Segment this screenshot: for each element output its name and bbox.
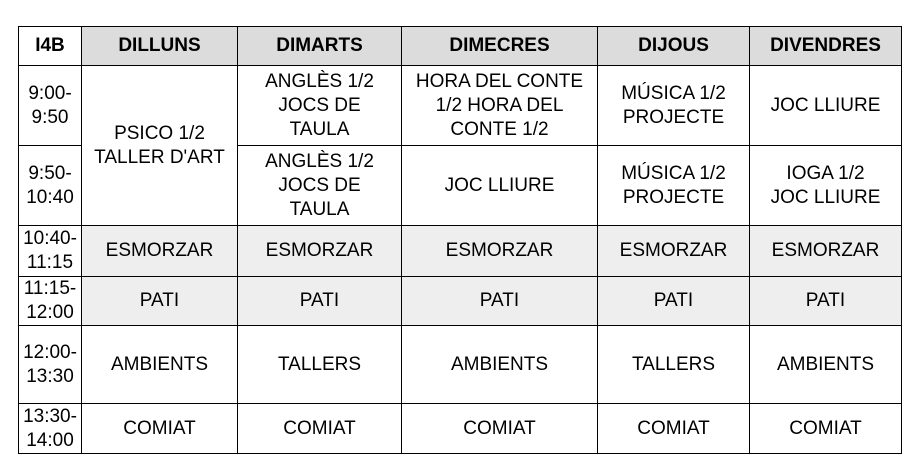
schedule-cell: PATI [402,277,598,326]
schedule-cell: AMBIENTS [750,326,902,404]
activity-line: ANGLÈS 1/2 [265,70,374,92]
time-start: 9:00- [28,82,72,104]
day-header-dimarts: DIMARTS [238,27,402,66]
time-end: 13:30 [26,365,74,387]
activity-line: TAULA [289,198,350,220]
class-label: I4B [19,27,82,66]
schedule-cell: COMIAT [238,404,402,454]
day-header-dijous: DIJOUS [598,27,750,66]
schedule-cell: PATI [750,277,902,326]
activity-line: IOGA 1/2 [786,162,865,184]
day-header-dimecres: DIMECRES [402,27,598,66]
schedule-cell [238,66,402,146]
schedule-cell [402,66,598,146]
table-row [19,277,902,326]
time-start: 13:30- [23,405,77,427]
time-end: 12:00 [26,302,74,323]
activity-line: JOC LLIURE [770,186,881,208]
activity-line: 1/2 HORA DEL [435,94,564,116]
schedule-cell [750,146,902,226]
time-slot [19,146,82,226]
time-start: 11:15- [23,278,77,299]
time-end: 11:15 [26,252,74,273]
activity-line: JOC LLIURE [770,94,881,116]
time-slot [19,226,82,277]
activity-line: TAULA [289,118,350,140]
activity-line: MÚSICA 1/2 [621,162,726,184]
schedule-cell: COMIAT [750,404,902,454]
time-start: 12:00- [23,341,77,363]
activity-line: JOCS DE [278,94,361,116]
schedule-cell: ESMORZAR [402,226,598,277]
schedule-cell: ESMORZAR [598,226,750,277]
activity-line: JOCS DE [278,174,361,196]
schedule-cell: TALLERS [238,326,402,404]
activity-line: TALLER D'ART [94,146,225,168]
schedule-cell: PATI [598,277,750,326]
schedule-cell: TALLERS [598,326,750,404]
time-end: 10:40 [26,186,74,208]
schedule-cell: COMIAT [82,404,238,454]
schedule-cell: AMBIENTS [82,326,238,404]
time-slot [19,404,82,454]
schedule-cell: PATI [82,277,238,326]
schedule-cell: COMIAT [598,404,750,454]
schedule-cell [598,146,750,226]
time-start: 10:40- [23,228,77,249]
activity-line: JOC LLIURE [444,174,555,196]
header-row [19,27,902,66]
schedule-cell: ESMORZAR [238,226,402,277]
schedule-cell [238,146,402,226]
table-row [19,66,902,146]
schedule-cell: ESMORZAR [82,226,238,277]
activity-line: MÚSICA 1/2 [621,82,726,104]
schedule-cell: PATI [238,277,402,326]
schedule-cell: ESMORZAR [750,226,902,277]
schedule-cell [598,66,750,146]
activity-line: PROJECTE [622,106,725,128]
activity-line: CONTE 1/2 [450,118,549,140]
schedule-cell: COMIAT [402,404,598,454]
table-row [19,226,902,277]
time-end: 9:50 [31,106,69,128]
time-slot [19,326,82,404]
activity-line: PSICO 1/2 [114,122,205,144]
time-slot [19,277,82,326]
activity-line: ANGLÈS 1/2 [265,150,374,172]
schedule-cell [750,66,902,146]
table-row [19,326,902,404]
activity-line: PROJECTE [622,186,725,208]
activity-line: HORA DEL CONTE [415,70,584,92]
schedule-cell: AMBIENTS [402,326,598,404]
schedule-cell [82,66,238,226]
day-header-dilluns: DILLUNS [82,27,238,66]
time-slot [19,66,82,146]
day-header-divendres: DIVENDRES [750,27,902,66]
schedule-table [18,26,902,454]
table-row [19,404,902,454]
schedule-cell [402,146,598,226]
time-start: 9:50- [28,162,72,184]
time-end: 14:00 [26,429,74,451]
